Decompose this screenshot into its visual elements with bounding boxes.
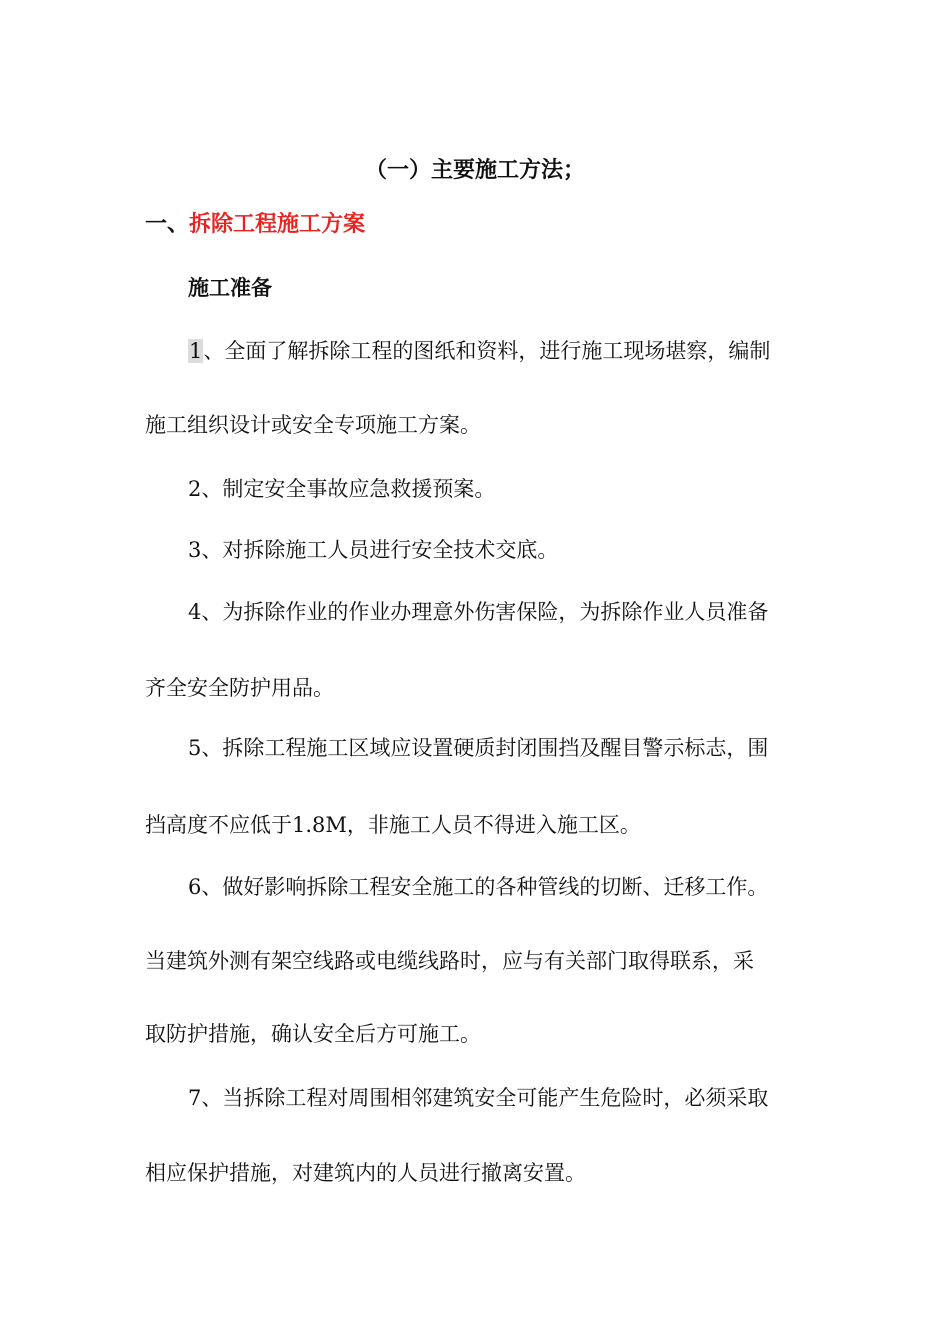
section-title: 拆除工程施工方案 — [189, 211, 366, 237]
paragraph-line: 7、当拆除工程对周围相邻建筑安全可能产生危险时，必须采取 — [188, 1086, 769, 1110]
paragraph-line: 相应保护措施，对建筑内的人员进行撤离安置。 — [145, 1161, 586, 1185]
paragraph-line: 施工组织设计或安全专项施工方案。 — [145, 413, 481, 437]
section-heading — [145, 209, 365, 239]
subheading: 施工准备 — [188, 275, 272, 300]
paragraph-text: 、全面了解拆除工程的图纸和资料，进行施工现场堪察，编制 — [203, 339, 771, 363]
paragraph-line: 3、对拆除施工人员进行安全技术交底。 — [188, 538, 559, 562]
paragraph-line: 6、做好影响拆除工程安全施工的各种管线的切断、迁移工作。 — [188, 875, 769, 899]
paragraph-line: 挡高度不应低于1.8M，非施工人员不得进入施工区。 — [145, 813, 641, 837]
paragraph-line: 当建筑外测有架空线路或电缆线路时，应与有关部门取得联系，采 — [145, 949, 754, 973]
paragraph-line: 4、为拆除作业的作业办理意外伤害保险，为拆除作业人员准备 — [188, 600, 769, 624]
paragraph-line: 5、拆除工程施工区域应设置硬质封闭围挡及醒目警示标志，围 — [188, 736, 769, 760]
paragraph-line: 2、制定安全事故应急救援预案。 — [188, 477, 496, 501]
paragraph-line: 取防护措施，确认安全后方可施工。 — [145, 1022, 481, 1046]
item-number-highlight: 1 — [189, 339, 203, 363]
section-number: 一、 — [145, 211, 190, 237]
paragraph-line — [188, 336, 770, 366]
paragraph-line: 齐全安全防护用品。 — [145, 676, 334, 700]
document-title: （一）主要施工方法； — [364, 157, 585, 183]
